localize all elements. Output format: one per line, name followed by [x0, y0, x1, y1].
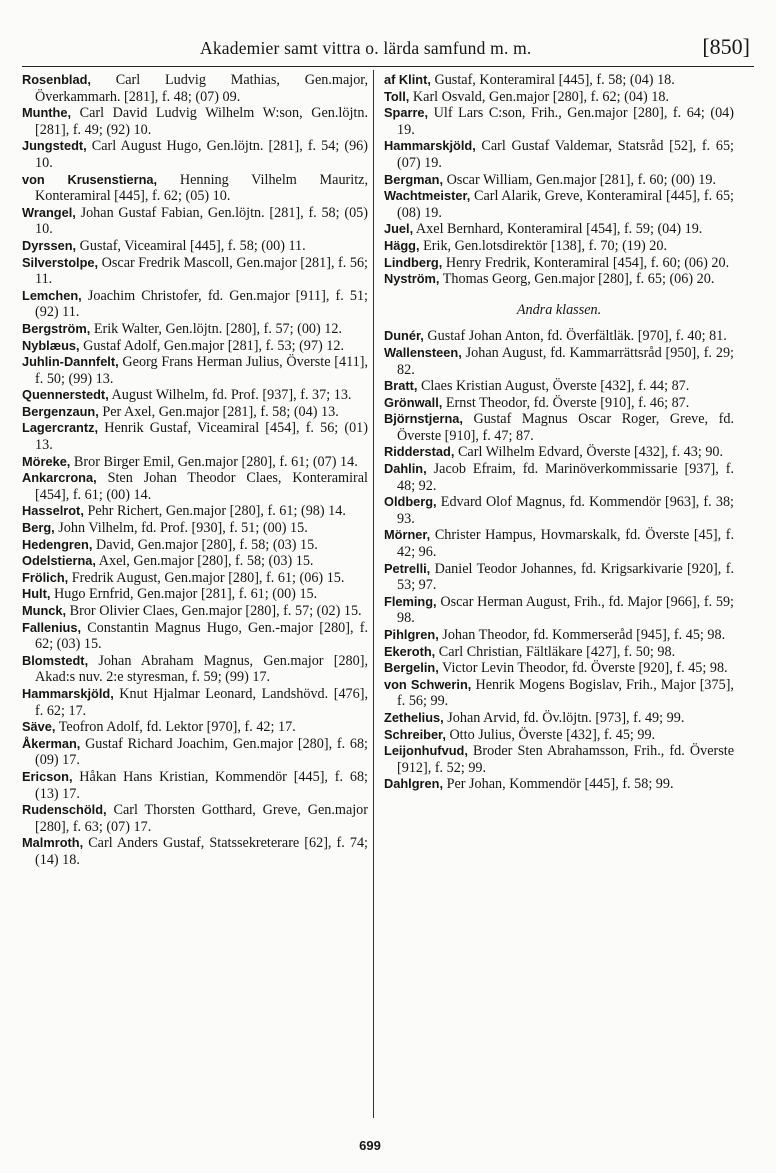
- list-entry: [22, 288, 368, 321]
- list-entry: [384, 727, 734, 744]
- right-column-top-list: [384, 72, 734, 288]
- list-entry: [22, 620, 368, 653]
- entry-surname: Rosenblad,: [22, 72, 91, 87]
- entry-surname: Fallenius,: [22, 619, 82, 635]
- list-entry: [22, 255, 368, 288]
- entry-details: Oscar William, Gen.major [281], f. 60; (00) 19.: [443, 171, 717, 188]
- entry-surname: Hedengren,: [22, 536, 93, 552]
- entry-details: Axel, Gen.major [280], f. 58; (03) 15.: [95, 553, 314, 570]
- page-number: 699: [359, 1138, 381, 1153]
- list-entry: [22, 420, 368, 453]
- list-entry: [384, 494, 734, 527]
- entry-surname: Schreiber,: [384, 726, 446, 742]
- entry-details: Henrik Gustaf, Viceamiral [454], f. 56; (01) 13.: [35, 420, 368, 454]
- list-entry: [22, 138, 368, 171]
- entry-surname: von Schwerin,: [384, 676, 472, 692]
- entry-details: Johan Abraham Magnus, Gen.major [280], Akad:s nuv. 2:e styresman, f. 59; (99) 17.: [35, 652, 368, 686]
- list-entry: [22, 835, 368, 868]
- entry-surname: Pihlgren,: [384, 627, 439, 642]
- list-entry: [22, 338, 368, 355]
- list-entry: [22, 387, 368, 404]
- entry-details: Edvard Olof Magnus, fd. Kommendör [963], f. 38; 93.: [397, 494, 734, 527]
- entry-details: Henry Fredrik, Konteramiral [454], f. 60; (06) 20.: [442, 254, 730, 271]
- entry-details: Georg Frans Herman Julius, Överste [411], f. 50; (99) 13.: [35, 354, 368, 387]
- entry-details: August Wilhelm, fd. Prof. [937], f. 37; 13.: [108, 387, 352, 404]
- entry-details: Gustaf Richard Joachim, Gen.major [280], f. 68; (09) 17.: [35, 735, 368, 769]
- entry-details: Daniel Teodor Johannes, fd. Krigsarkivarie [920], f. 53; 97.: [397, 560, 734, 594]
- entry-surname: Juel,: [384, 221, 414, 237]
- entry-details: Carl Wilhelm Edvard, Överste [432], f. 43; 90.: [454, 444, 724, 461]
- list-entry: [384, 89, 734, 106]
- entry-surname: af Klint,: [384, 72, 431, 87]
- entry-details: Oscar Fredrik Mascoll, Gen.major [281], f. 56; 11.: [35, 254, 368, 288]
- list-entry: [384, 710, 734, 727]
- entry-surname: Sparre,: [384, 105, 429, 121]
- entry-surname: Nyström,: [384, 271, 440, 287]
- entry-details: Erik Walter, Gen.löjtn. [280], f. 57; (00) 12.: [90, 320, 343, 337]
- entry-details: Axel Bernhard, Konteramiral [454], f. 59; (04) 19.: [413, 221, 703, 238]
- list-entry: [384, 221, 734, 238]
- entry-surname: Silverstolpe,: [22, 254, 99, 270]
- entry-details: Johan Theodor, fd. Kommerseråd [945], f. 45; 98.: [438, 627, 726, 643]
- running-title: Akademier samt vittra o. lärda samfund m. m.: [200, 38, 532, 58]
- list-entry: [384, 743, 734, 776]
- entry-surname: Mörner,: [384, 527, 431, 543]
- list-entry: [22, 553, 368, 570]
- list-entry: [384, 378, 734, 395]
- entry-surname: Ekeroth,: [384, 643, 436, 659]
- list-entry: [384, 776, 734, 793]
- entry-details: Pehr Richert, Gen.major [280], f. 61; (98) 14.: [83, 503, 346, 520]
- entry-details: Per Axel, Gen.major [281], f. 58; (04) 13.: [98, 403, 339, 420]
- entry-surname: Juhlin-Dannfelt,: [22, 354, 119, 370]
- entry-surname: Rudenschöld,: [22, 802, 107, 818]
- list-entry: [22, 404, 368, 421]
- entry-surname: Wallensteen,: [384, 344, 462, 360]
- entry-surname: Bratt,: [384, 378, 418, 394]
- entry-details: Carl Alarik, Greve, Konteramiral [445], f. 65; (08) 19.: [397, 188, 734, 221]
- entry-surname: Leijonhufvud,: [384, 743, 468, 759]
- list-entry: [384, 238, 734, 255]
- list-entry: [22, 520, 368, 537]
- entry-surname: Grönwall,: [384, 394, 443, 410]
- entry-surname: Bergelin,: [384, 660, 439, 676]
- entry-surname: Bergman,: [384, 171, 444, 187]
- entry-surname: Nyblæus,: [22, 337, 80, 353]
- entry-details: Carl Anders Gustaf, Statssekreterare [62], f. 74; (14) 18.: [35, 835, 368, 868]
- entry-details: Hugo Ernfrid, Gen.major [281], f. 61; (00) 15.: [50, 586, 318, 603]
- entry-details: Constantin Magnus Hugo, Gen.-major [280], f. 62; (03) 15.: [35, 619, 368, 653]
- list-entry: [384, 527, 734, 560]
- entry-surname: Wachtmeister,: [384, 188, 471, 204]
- entry-surname: Quennerstedt,: [22, 387, 109, 403]
- section-heading: Andra klassen.: [516, 301, 602, 318]
- entry-surname: Munck,: [22, 603, 67, 618]
- entry-surname: Munthe,: [22, 105, 72, 121]
- entry-details: Johan August, fd. Kammarrättsråd [950], f. 29; 82.: [397, 344, 734, 378]
- list-entry: [22, 653, 368, 686]
- list-entry: [22, 105, 368, 138]
- list-entry: [22, 238, 368, 255]
- list-entry: [384, 644, 734, 661]
- entry-details: Oscar Herman August, Frih., fd. Major [966], f. 59; 98.: [397, 593, 734, 627]
- list-entry: [384, 627, 734, 644]
- entry-details: Karl Osvald, Gen.major [280], f. 62; (04) 18.: [409, 88, 670, 105]
- entry-surname: Berg,: [22, 520, 55, 536]
- entry-details: Bror Olivier Claes, Gen.major [280], f. 57; (02) 15.: [66, 603, 362, 619]
- list-entry: [384, 561, 734, 594]
- entry-details: Broder Sten Abrahamsson, Frih., fd. Överste [912], f. 52; 99.: [397, 743, 734, 776]
- list-entry: [22, 454, 368, 471]
- entry-details: John Vilhelm, fd. Prof. [930], f. 51; (00) 15.: [54, 520, 308, 537]
- entry-details: Gustaf Johan Anton, fd. Överfältläk. [970], f. 40; 81.: [423, 328, 727, 345]
- list-entry: [22, 503, 368, 520]
- list-entry: [22, 570, 368, 587]
- entry-details: Fredrik August, Gen.major [280], f. 61; (06) 15.: [68, 569, 345, 586]
- entry-details: Otto Julius, Överste [432], f. 45; 99.: [445, 726, 656, 743]
- entry-surname: Fleming,: [384, 593, 437, 609]
- entry-surname: Dunér,: [384, 328, 424, 344]
- list-entry: [22, 736, 368, 769]
- entry-surname: Säve,: [22, 719, 56, 735]
- entry-surname: Frölich,: [22, 569, 69, 585]
- entry-surname: Ericson,: [22, 768, 73, 784]
- list-entry: [22, 537, 368, 554]
- entry-details: Bror Birger Emil, Gen.major [280], f. 61; (07) 14.: [70, 453, 358, 470]
- entry-details: Gustaf, Konteramiral [445], f. 58; (04) 18.: [430, 72, 675, 88]
- list-entry: [384, 105, 734, 138]
- entry-surname: Björnstjerna,: [384, 411, 463, 427]
- column-divider: [373, 70, 374, 1118]
- list-entry: [384, 172, 734, 189]
- entry-surname: Bergström,: [22, 320, 91, 336]
- list-entry: [22, 769, 368, 802]
- list-entry: [22, 321, 368, 338]
- list-entry: [384, 345, 734, 378]
- entry-details: Johan Arvid, fd. Öv.löjtn. [973], f. 49; 99.: [443, 709, 685, 726]
- list-entry: [384, 677, 734, 710]
- list-entry: [22, 603, 368, 620]
- entry-details: Henrik Mogens Bogislav, Frih., Major [375], f. 56; 99.: [397, 676, 734, 710]
- entry-details: Carl Thorsten Gotthard, Greve, Gen.major [280], f. 63; (07) 17.: [35, 802, 368, 835]
- list-entry: [22, 802, 368, 835]
- list-entry: [22, 205, 368, 238]
- list-entry: [22, 470, 368, 503]
- entry-surname: Hägg,: [384, 237, 420, 253]
- entry-details: Carl Gustaf Valdemar, Statsråd [52], f. 65; (07) 19.: [397, 138, 734, 171]
- entry-surname: Hammarskjöld,: [22, 685, 114, 701]
- entry-surname: Lindberg,: [384, 254, 443, 270]
- entry-surname: Blomstedt,: [22, 652, 89, 668]
- right-column: [384, 72, 734, 793]
- entry-surname: Oldberg,: [384, 494, 437, 510]
- entry-details: Håkan Hans Kristian, Kommendör [445], f. 68; (13) 17.: [35, 768, 368, 802]
- list-entry: [384, 271, 734, 288]
- entry-surname: Toll,: [384, 88, 410, 104]
- left-column: [22, 72, 368, 869]
- entry-surname: Bergenzaun,: [22, 403, 99, 419]
- entry-details: Christer Hampus, Hovmarskalk, fd. Överste [45], f. 42; 96.: [397, 527, 734, 561]
- list-entry: [22, 686, 368, 719]
- entry-details: Jacob Efraim, fd. Marinöverkommissarie [937], f. 48; 92.: [397, 461, 734, 494]
- list-entry: [384, 461, 734, 494]
- entry-surname: Dyrssen,: [22, 237, 77, 253]
- entry-surname: Petrelli,: [384, 560, 431, 576]
- entry-details: Erik, Gen.lotsdirektör [138], f. 70; (19) 20.: [419, 237, 668, 254]
- page-reference: [850]: [702, 34, 750, 59]
- list-entry: [384, 411, 734, 444]
- entry-surname: Hasselrot,: [22, 503, 84, 519]
- entry-details: Victor Levin Theodor, fd. Överste [920], f. 45; 98.: [438, 660, 728, 677]
- list-entry: [384, 72, 734, 89]
- entry-details: Henning Vilhelm Mauritz, Konteramiral [445], f. 62; (05) 10.: [35, 171, 368, 205]
- list-entry: [22, 72, 368, 105]
- list-entry: [22, 586, 368, 603]
- entry-details: Gustaf, Viceamiral [445], f. 58; (00) 11.: [76, 237, 306, 254]
- entry-details: Gustaf Adolf, Gen.major [281], f. 53; (97) 12.: [79, 337, 344, 354]
- list-entry: [384, 138, 734, 171]
- list-entry: [22, 354, 368, 387]
- entry-details: Carl David Ludvig Wilhelm W:son, Gen.löjtn. [281], f. 49; (92) 10.: [35, 105, 368, 138]
- list-entry: [22, 172, 368, 205]
- header-rule: [22, 66, 754, 67]
- entry-details: David, Gen.major [280], f. 58; (03) 15.: [92, 536, 318, 553]
- entry-details: Joachim Christofer, fd. Gen.major [911], f. 51; (92) 11.: [35, 287, 368, 321]
- list-entry: [384, 328, 734, 345]
- entry-details: Carl Christian, Fältläkare [427], f. 50; 98.: [435, 643, 676, 660]
- entry-surname: Åkerman,: [22, 735, 81, 751]
- list-entry: [22, 719, 368, 736]
- list-entry: [384, 188, 734, 221]
- list-entry: [384, 444, 734, 461]
- entry-surname: Odelstierna,: [22, 553, 96, 569]
- list-entry: [384, 255, 734, 272]
- entry-surname: Wrangel,: [22, 204, 76, 220]
- entry-details: Carl August Hugo, Gen.löjtn. [281], f. 54; (96) 10.: [35, 138, 368, 171]
- entry-details: Per Johan, Kommendör [445], f. 58; 99.: [443, 776, 674, 793]
- entry-details: Thomas Georg, Gen.major [280], f. 65; (06) 20.: [439, 271, 715, 288]
- entry-surname: Ridderstad,: [384, 444, 455, 460]
- entry-surname: Hammarskjöld,: [384, 138, 476, 154]
- list-entry: [384, 395, 734, 412]
- right-column-bottom-list: [384, 328, 734, 793]
- list-entry: [384, 660, 734, 677]
- page-header: [22, 34, 754, 66]
- entry-surname: Lemchen,: [22, 287, 82, 303]
- entry-details: Carl Ludvig Mathias, Gen.major, Överkammarh. [281], f. 48; (07) 09.: [35, 72, 368, 105]
- entry-details: Ernst Theodor, fd. Överste [910], f. 46; 87.: [442, 394, 690, 411]
- entry-surname: Hult,: [22, 586, 51, 602]
- entry-surname: Lagercrantz,: [22, 420, 99, 436]
- entry-surname: Zethelius,: [384, 709, 444, 725]
- entry-surname: Jungstedt,: [22, 138, 87, 154]
- list-entry: [384, 594, 734, 627]
- entry-surname: Dahlin,: [384, 461, 427, 477]
- entry-surname: Malmroth,: [22, 835, 84, 851]
- entry-details: Knut Hjalmar Leonard, Landshövd. [476], f. 62; 17.: [35, 685, 368, 719]
- entry-details: Teofron Adolf, fd. Lektor [970], f. 42; 17.: [55, 719, 296, 736]
- entry-details: Gustaf Magnus Oscar Roger, Greve, fd. Överste [910], f. 47; 87.: [397, 411, 734, 444]
- entry-surname: Möreke,: [22, 453, 71, 469]
- entry-surname: von Krusenstierna,: [22, 171, 158, 187]
- entry-details: Ulf Lars C:son, Frih., Gen.major [280], f. 64; (04) 19.: [397, 105, 734, 138]
- entry-details: Johan Gustaf Fabian, Gen.löjtn. [281], f. 58; (05) 10.: [35, 204, 368, 238]
- entry-details: Claes Kristian August, Överste [432], f. 44; 87.: [417, 378, 690, 395]
- entry-surname: Dahlgren,: [384, 776, 444, 792]
- entry-surname: Ankarcrona,: [22, 470, 97, 486]
- entry-details: Sten Johan Theodor Claes, Konteramiral [454], f. 61; (00) 14.: [35, 470, 368, 503]
